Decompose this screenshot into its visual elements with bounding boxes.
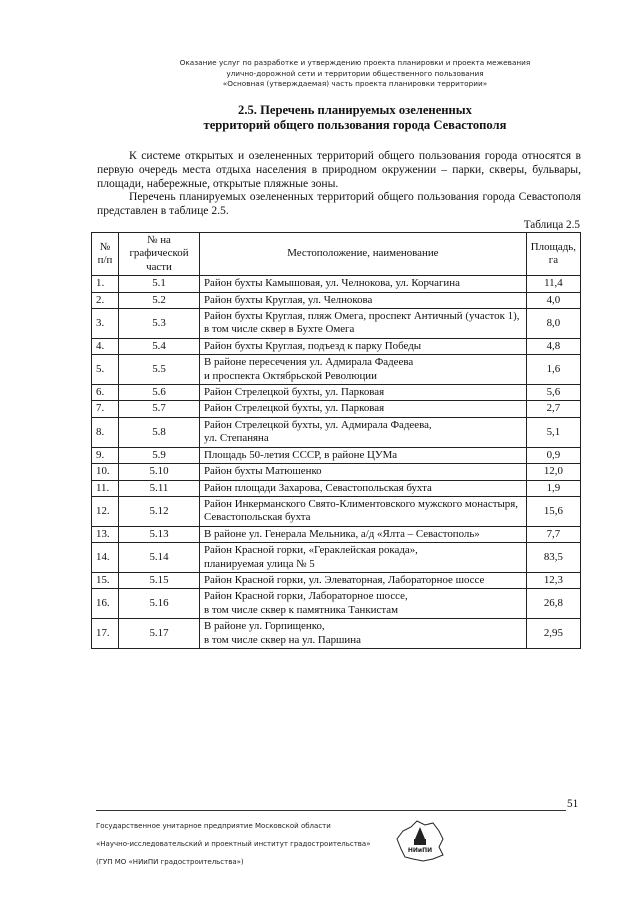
row-number-cell: 2. bbox=[92, 292, 119, 308]
area-cell: 4,8 bbox=[526, 338, 580, 354]
location-cell: Район Стрелецкой бухты, ул. Парковая bbox=[200, 385, 527, 401]
map-number-cell: 5.17 bbox=[119, 619, 200, 649]
map-number-cell: 5.5 bbox=[119, 355, 200, 385]
row-number-cell: 14. bbox=[92, 543, 119, 573]
location-cell: Район Стрелецкой бухты, ул. Парковая bbox=[200, 401, 527, 417]
map-number-cell: 5.14 bbox=[119, 543, 200, 573]
row-number-cell: 11. bbox=[92, 480, 119, 496]
area-cell: 4,0 bbox=[526, 292, 580, 308]
location-cell: Район Красной горки, «Гераклейская рокада», планируемая улица № 5 bbox=[200, 543, 527, 573]
table-row bbox=[92, 338, 581, 354]
table-caption: Таблица 2.5 bbox=[523, 219, 580, 231]
row-number-cell: 6. bbox=[92, 385, 119, 401]
row-number-cell: 1. bbox=[92, 276, 119, 292]
map-number-cell: 5.16 bbox=[119, 589, 200, 619]
table-row bbox=[92, 526, 581, 542]
location-cell: Район бухты Матюшенко bbox=[200, 464, 527, 480]
location-cell: В районе пересечения ул. Адмирала Фадеева и проспекта Октябрьской Революции bbox=[200, 355, 527, 385]
location-cell: Район Стрелецкой бухты, ул. Адмирала Фадеева, ул. Степаняна bbox=[200, 417, 527, 447]
table-row bbox=[92, 276, 581, 292]
map-number-cell: 5.10 bbox=[119, 464, 200, 480]
col-header-area: Площадь, га bbox=[526, 233, 580, 276]
location-cell: Район Красной горки, ул. Элеваторная, Лабораторное шоссе bbox=[200, 572, 527, 588]
title-line: 2.5. Перечень планируемых озелененных bbox=[238, 103, 472, 117]
location-cell: Район Красной горки, Лабораторное шоссе, в том числе сквер к памятника Танкистам bbox=[200, 589, 527, 619]
map-number-cell: 5.3 bbox=[119, 309, 200, 339]
map-number-cell: 5.6 bbox=[119, 385, 200, 401]
area-cell: 8,0 bbox=[526, 309, 580, 339]
table-row bbox=[92, 355, 581, 385]
table-row bbox=[92, 619, 581, 649]
row-number-cell: 17. bbox=[92, 619, 119, 649]
location-cell: Район бухты Камышовая, ул. Челнокова, ул. Корчагина bbox=[200, 276, 527, 292]
row-number-cell: 12. bbox=[92, 496, 119, 526]
location-cell: В районе ул. Горпищенко, в том числе сквер на ул. Паршина bbox=[200, 619, 527, 649]
row-number-cell: 15. bbox=[92, 572, 119, 588]
table-row bbox=[92, 589, 581, 619]
location-cell: Район бухты Круглая, ул. Челнокова bbox=[200, 292, 527, 308]
logo-text: НИиПИ bbox=[407, 847, 433, 854]
area-cell: 15,6 bbox=[526, 496, 580, 526]
area-cell: 7,7 bbox=[526, 526, 580, 542]
paragraph-text: Перечень планируемых озелененных территорий общего пользования города Севастополя представлен в таблице 2.5. bbox=[97, 190, 581, 217]
location-cell: Район бухты Круглая, пляж Омега, проспект Античный (участок 1), в том числе сквер в Бухте Омега bbox=[200, 309, 527, 339]
location-cell: Район площади Захарова, Севастопольская бухта bbox=[200, 480, 527, 496]
map-number-cell: 5.13 bbox=[119, 526, 200, 542]
map-number-cell: 5.15 bbox=[119, 572, 200, 588]
table-row bbox=[92, 543, 581, 573]
title-line: территорий общего пользования города Севастополя bbox=[203, 118, 507, 132]
location-cell: Район бухты Круглая, подъезд к парку Победы bbox=[200, 338, 527, 354]
paragraph-table-ref bbox=[97, 190, 581, 218]
footer-line: Государственное унитарное предприятие Московской области bbox=[96, 822, 331, 830]
row-number-cell: 5. bbox=[92, 355, 119, 385]
map-number-cell: 5.12 bbox=[119, 496, 200, 526]
row-number-cell: 13. bbox=[92, 526, 119, 542]
table-header-row bbox=[92, 233, 581, 276]
col-header-location: Местоположение, наименование bbox=[200, 233, 527, 276]
row-number-cell: 7. bbox=[92, 401, 119, 417]
col-header-map-number: № на графической части bbox=[119, 233, 200, 276]
footer-line: «Научно-исследовательский и проектный институт градостроительства» bbox=[96, 840, 371, 848]
table-row bbox=[92, 447, 581, 463]
table-row bbox=[92, 417, 581, 447]
paragraph-text: К системе открытых и озелененных территорий общего пользования города относятся в первую очередь места отдыха населения в природном окружении – парки, скверы, бульвары, площади, набережные, открытые пляжные зоны. bbox=[97, 149, 581, 190]
area-cell: 0,9 bbox=[526, 447, 580, 463]
map-number-cell: 5.2 bbox=[119, 292, 200, 308]
header-line: Оказание услуг по разработке и утверждению проекта планировки и проекта межевания bbox=[179, 58, 531, 67]
location-cell: В районе ул. Генерала Мельника, а/д «Ялта – Севастополь» bbox=[200, 526, 527, 542]
running-header bbox=[120, 58, 590, 90]
area-cell: 12,0 bbox=[526, 464, 580, 480]
table-row bbox=[92, 572, 581, 588]
location-cell: Площадь 50-летия СССР, в районе ЦУМа bbox=[200, 447, 527, 463]
area-cell: 2,7 bbox=[526, 401, 580, 417]
map-number-cell: 5.9 bbox=[119, 447, 200, 463]
map-number-cell: 5.4 bbox=[119, 338, 200, 354]
area-cell: 1,9 bbox=[526, 480, 580, 496]
map-number-cell: 5.7 bbox=[119, 401, 200, 417]
map-number-cell: 5.11 bbox=[119, 480, 200, 496]
table-row bbox=[92, 292, 581, 308]
section-title bbox=[110, 103, 600, 133]
niipi-logo-icon bbox=[393, 819, 447, 863]
table-row bbox=[92, 480, 581, 496]
green-areas-table bbox=[91, 232, 581, 649]
header-line: «Основная (утверждаемая) часть проекта планировки территории» bbox=[222, 79, 488, 88]
footer-line: (ГУП МО «НИиПИ градостроительства») bbox=[96, 858, 244, 866]
area-cell: 5,6 bbox=[526, 385, 580, 401]
row-number-cell: 3. bbox=[92, 309, 119, 339]
col-header-number: № п/п bbox=[92, 233, 119, 276]
row-number-cell: 10. bbox=[92, 464, 119, 480]
area-cell: 2,95 bbox=[526, 619, 580, 649]
table-row bbox=[92, 401, 581, 417]
paragraph-intro bbox=[97, 149, 581, 191]
header-line: улично-дорожной сети и территории общественного пользования bbox=[226, 68, 484, 78]
table-row bbox=[92, 385, 581, 401]
map-number-cell: 5.1 bbox=[119, 276, 200, 292]
row-number-cell: 4. bbox=[92, 338, 119, 354]
area-cell: 12,3 bbox=[526, 572, 580, 588]
area-cell: 26,8 bbox=[526, 589, 580, 619]
area-cell: 5,1 bbox=[526, 417, 580, 447]
row-number-cell: 8. bbox=[92, 417, 119, 447]
table-row bbox=[92, 496, 581, 526]
area-cell: 11,4 bbox=[526, 276, 580, 292]
location-cell: Район Инкерманского Свято-Климентовского мужского монастыря, Севастопольская бухта bbox=[200, 496, 527, 526]
table-row bbox=[92, 464, 581, 480]
row-number-cell: 16. bbox=[92, 589, 119, 619]
table-row bbox=[92, 309, 581, 339]
page-number: 51 bbox=[567, 798, 579, 810]
area-cell: 83,5 bbox=[526, 543, 580, 573]
row-number-cell: 9. bbox=[92, 447, 119, 463]
area-cell: 1,6 bbox=[526, 355, 580, 385]
footer bbox=[96, 817, 370, 871]
footer-rule bbox=[96, 810, 566, 811]
map-number-cell: 5.8 bbox=[119, 417, 200, 447]
